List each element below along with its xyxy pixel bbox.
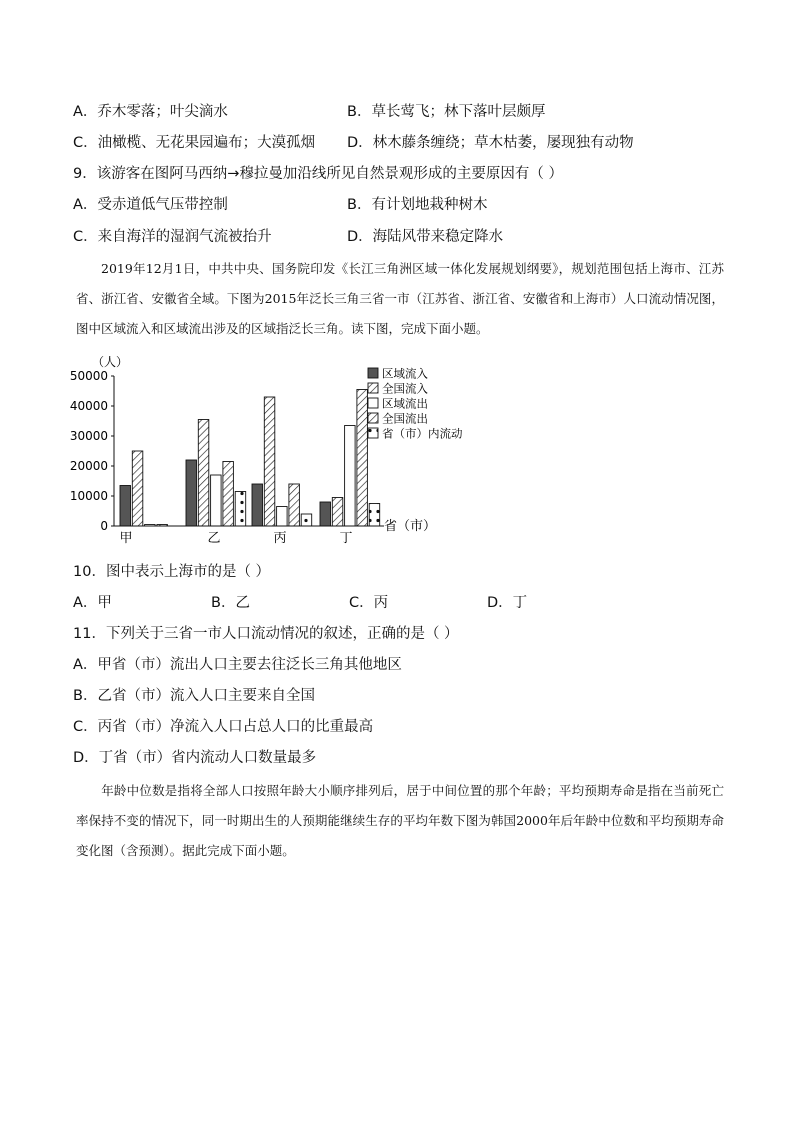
q8-option-b: B．草长莺飞；林下落叶层颇厚 — [347, 104, 546, 120]
bar-丁-2 — [332, 498, 343, 527]
bar-丁-4 — [357, 390, 368, 527]
q9-stem: 9．该游客在图阿马西纳→穆拉曼加沿线所见自然景观形成的主要原因有（ ） — [73, 166, 563, 182]
y-tick-label: 10000 — [69, 489, 108, 503]
q9-option-d: D．海陆风带来稳定降水 — [347, 229, 504, 245]
q11-option-a: A．甲省（市）流出人口主要去往泛长三角其他地区 — [73, 657, 402, 673]
q10-stem: 10．图中表示上海市的是（ ） — [73, 564, 271, 580]
legend-swatch — [368, 368, 378, 378]
q11-option-d: D．丁省（市）省内流动人口数量最多 — [73, 750, 317, 766]
q10-option-a: A．甲 — [73, 595, 112, 611]
legend-swatch — [368, 413, 378, 423]
bar-丙-1 — [252, 484, 263, 526]
bar-丙-4 — [289, 484, 300, 526]
bar-丁-5 — [369, 504, 380, 527]
q11-option-c: C．丙省（市）净流入人口占总人口的比重最高 — [73, 719, 374, 735]
legend — [368, 367, 463, 441]
passage-yangtze-delta — [76, 254, 724, 344]
bar-甲-2 — [132, 451, 143, 526]
q10-option-c: C．丙 — [349, 595, 389, 611]
x-axis-label: 省（市） — [384, 519, 437, 534]
legend-swatch — [368, 383, 378, 393]
passage-yangtze-delta-text: 2019年12月1日，中共中央、国务院印发《长江三角洲区域一体化发展规划纲要》，规划范围包括上海市、江苏省、浙江省、安徽省全域。下图为2015年泛长三角三省一市（江苏省、浙江省、安徽省和上海市）人口流动情况图，图中区域流入和区域流出涉及的区域指泛长三角。读下图，完成下面小题。 — [76, 261, 724, 336]
bar-乙-5 — [235, 492, 246, 527]
x-tick-label: 甲 — [119, 531, 133, 546]
passage-korea-age-text: 年龄中位数是指将全部人口按照年龄大小顺序排列后，居于中间位置的那个年龄；平均预期寿命是指在当前死亡率保持不变的情况下，同一时期出生的人预期能继续生存的平均年数下图为韩国2000年后年龄中位数和平均预期寿命变化图（含预测）。据此完成下面小题。 — [76, 783, 724, 858]
bar-丁-1 — [320, 502, 331, 526]
x-tick-label: 丁 — [339, 531, 353, 546]
legend-swatch — [368, 428, 378, 438]
legend-swatch — [368, 398, 378, 408]
q8-option-d: D．林木藤条缠绕；草木枯萎，屡现独有动物 — [347, 135, 634, 151]
q10-option-b: B．乙 — [211, 595, 250, 611]
q11-stem: 11．下列关于三省一市人口流动情况的叙述，正确的是（ ） — [73, 626, 459, 642]
y-tick-label: 0 — [100, 519, 108, 533]
y-tick-label: 30000 — [69, 429, 108, 443]
q9-option-a: A．受赤道低气压带控制 — [73, 197, 228, 213]
q9-option-b: B．有计划地栽种树木 — [347, 197, 488, 213]
y-tick-label: 40000 — [69, 399, 108, 413]
bar-甲-1 — [120, 486, 131, 527]
y-axis — [70, 369, 114, 533]
y-axis-label: （人） — [92, 355, 129, 369]
bar-乙-3 — [211, 475, 222, 526]
y-tick-label: 20000 — [69, 459, 108, 473]
x-tick-label: 乙 — [207, 531, 221, 546]
bar-乙-2 — [198, 420, 209, 527]
bar-乙-4 — [223, 462, 234, 527]
bars — [120, 390, 380, 527]
y-tick-label: 50000 — [69, 369, 108, 383]
legend-label: 全国流入 — [382, 381, 428, 396]
population-flow-chart — [62, 354, 482, 550]
bar-丁-3 — [345, 426, 356, 527]
bar-乙-1 — [186, 460, 197, 526]
legend-label: 全国流出 — [382, 411, 428, 426]
legend-label: 省（市）内流动 — [382, 426, 463, 441]
x-axis-labels — [119, 531, 352, 546]
passage-korea-age — [76, 776, 724, 866]
q9-option-c: C．来自海洋的湿润气流被抬升 — [73, 229, 272, 245]
x-tick-label: 丙 — [273, 531, 287, 546]
q11-option-b: B．乙省（市）流入人口主要来自全国 — [73, 688, 315, 704]
bar-丙-5 — [301, 514, 312, 526]
legend-label: 区域流入 — [382, 366, 428, 381]
legend-label: 区域流出 — [382, 396, 428, 411]
q10-option-d: D．丁 — [487, 595, 528, 611]
q8-option-a: A．乔木零落；叶尖滴水 — [73, 104, 228, 120]
bar-丙-3 — [277, 507, 288, 527]
bar-丙-2 — [264, 397, 275, 526]
q8-option-c: C．油橄榄、无花果园遍布；大漠孤烟 — [73, 135, 316, 151]
